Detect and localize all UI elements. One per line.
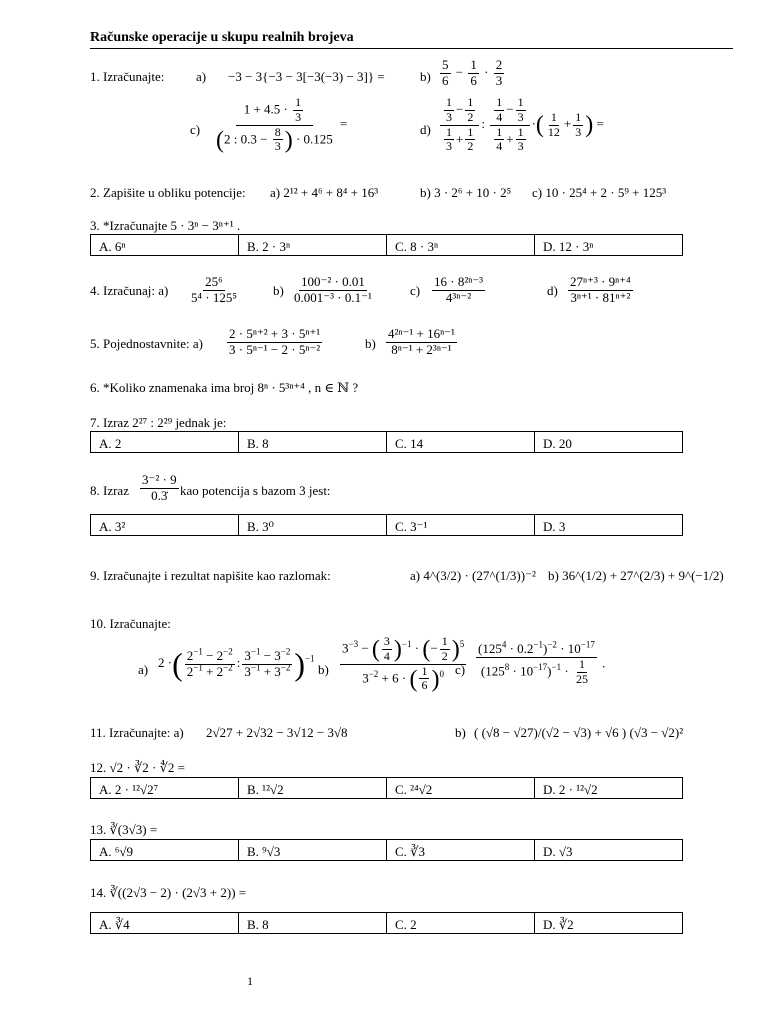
q10-label: 10. Izračunajte: xyxy=(90,616,171,631)
q1-c-num-frac-n: 1 xyxy=(295,95,302,109)
q12-label: 12. √2 · ∛2 · ∜2 = xyxy=(90,760,185,775)
q13-answers xyxy=(90,839,683,861)
q13-label: 13. ∛(3√3) = xyxy=(90,822,158,837)
q1-d-expr: $\frac{1}{3}$ − $\frac{1}{2}$ $\frac{1}{3}$ + $\frac{1}{2}$ : $\frac{1}{4}$ − $\frac{1}{3}$ $\frac{1}{4}$ + $\frac{1}{3}$ ·( $\frac{1}{12}$ + $\frac{1}{3}$ ) = xyxy=(438,96,604,154)
q5-b xyxy=(384,327,459,358)
q5-label: 5. Pojednostavnite: a) xyxy=(90,336,204,351)
q9-a: a) 4^(3/2) · (27^(1/3))⁻² xyxy=(410,568,536,583)
page-number: 1 xyxy=(247,974,253,988)
q2-label: 2. Zapišite u obliku potencije: xyxy=(90,185,246,200)
q2-c: c) 10 · 25⁴ + 2 · 5⁹ + 125³ xyxy=(532,185,667,200)
q13-answer-a[interactable]: A. ⁶√9 xyxy=(91,840,239,860)
q5-b-label: b) xyxy=(365,336,376,351)
q10-c-expr: $(125^4 \cdot 0.2^{-1})^{-2} \cdot 10^{-17}$ $(125^8 \cdot 10^{-17})^{-1}$ · $\frac{1}{25}$ . xyxy=(478,639,606,686)
q14-answer-a[interactable]: A. ∛4 xyxy=(91,913,239,933)
q4-a xyxy=(187,275,241,306)
q10-a-expr: 2 ·( $\frac{2^{-1} - 2^{-2}}{2^{-1} + 2^{-2}}$ : $\frac{3^{-1} - 3^{-2}}{3^{-1} + 3^{-2}}$ )$^{-1}$ xyxy=(158,646,315,682)
q7-answer-a[interactable]: A. 2 xyxy=(91,432,239,452)
q1-b-num3: 2 xyxy=(495,57,503,72)
q8-answer-d[interactable]: D. 3 xyxy=(543,519,566,534)
q1-b-den1: 6 xyxy=(442,72,449,88)
q4-b-num: 100⁻² · 0.01 xyxy=(301,274,365,289)
q14-answer-d[interactable]: D. ∛2 xyxy=(543,917,574,932)
q11-b-label: b) xyxy=(455,725,466,740)
q3-answer-d[interactable]: D. 12 · 3ⁿ xyxy=(543,239,594,254)
q1-c-den-post: · 0.125 xyxy=(295,130,333,146)
q4-b-label: b) xyxy=(273,283,284,298)
q11-b-expr: ( (√8 − √27)/(√2 − √3) + √6 ) (√3 − √2)² xyxy=(474,725,684,740)
q10-a-label: a) xyxy=(138,662,149,677)
q5-a xyxy=(225,327,324,358)
q4-label: 4. Izračunaj: a) xyxy=(90,283,169,298)
q10-b-expr: $3^{-3}$ − ( $\frac{3}{4}$ )$^{-1}$ · (− $\frac{1}{2}$ )$^5$ $3^{-2} + 6$ · ( $\frac{1}{6}$ )$^0$ xyxy=(342,634,465,693)
q12-answer-d[interactable]: D. 2 · ¹²√2 xyxy=(543,782,598,797)
q7-answer-c[interactable]: C. 14 xyxy=(387,432,535,452)
q4-d-label: d) xyxy=(547,283,558,298)
q1-c-label: c) xyxy=(190,122,201,137)
q1-c-num-frac-d: 3 xyxy=(295,109,302,124)
q4-c-num: 16 · 8²ⁿ⁻³ xyxy=(434,274,484,289)
q4-a-den: 5⁴ · 125⁵ xyxy=(191,289,237,305)
q5-a-num: 2 · 5ⁿ⁺² + 3 · 5ⁿ⁺¹ xyxy=(229,326,321,341)
q2-b: b) 3 · 2⁶ + 10 · 2⁵ xyxy=(420,185,512,200)
q12-answer-a[interactable]: A. 2 · ¹²√2⁷ xyxy=(91,778,239,798)
q14-answer-b[interactable]: B. 8 xyxy=(239,913,387,933)
q7-answers xyxy=(90,431,683,453)
q1-b-expr xyxy=(438,58,506,89)
q8-den: 0.3̇ xyxy=(151,487,168,503)
q1-a-label: a) xyxy=(196,69,207,84)
q1-b-op1: − xyxy=(455,64,464,80)
q10-b-label: b) xyxy=(318,662,329,677)
q1-a-expr: −3 − 3{−3 − 3[−3(−3) − 3]} = xyxy=(228,69,385,84)
q7-answer-b[interactable]: B. 8 xyxy=(239,432,387,452)
q8-answers xyxy=(90,514,683,536)
q5-a-den: 3 · 5ⁿ⁻¹ − 2 · 5ⁿ⁻² xyxy=(229,341,321,357)
q1-c-expr: 1 + 4.5 · $\frac{1}{3}$ (2 : 0.3 − $\frac{8}{3}$ ) · 0.125 = xyxy=(216,95,348,154)
q8-label-pre: 8. Izraz xyxy=(90,483,129,498)
q1-b-den2: 6 xyxy=(470,72,477,88)
q12-answers xyxy=(90,777,683,799)
q11-label: 11. Izračunajte: a) xyxy=(90,725,184,740)
q4-d xyxy=(566,275,635,306)
q1-c-eq: = xyxy=(340,116,348,132)
q3-answers xyxy=(90,234,683,256)
q1-c-den-frac-d: 3 xyxy=(274,139,281,154)
q4-c xyxy=(430,275,487,306)
q4-b-den: 0.001⁻³ · 0.1⁻¹ xyxy=(294,289,372,305)
q1-b-num2: 1 xyxy=(470,57,477,72)
q8-answer-a[interactable]: A. 3² xyxy=(91,515,239,535)
q3-label: 3. *Izračunajte 5 · 3ⁿ − 3ⁿ⁺¹ . xyxy=(90,218,241,233)
q9-b: b) 36^(1/2) + 27^(2/3) + 9^(−1/2) xyxy=(548,568,724,583)
q8-answer-b[interactable]: B. 3⁰ xyxy=(239,515,387,535)
q1-d-eq: = xyxy=(596,116,604,132)
q8-answer-c[interactable]: C. 3⁻¹ xyxy=(387,515,535,535)
q14-answer-c[interactable]: C. 2 xyxy=(387,913,535,933)
q1-b-den3: 3 xyxy=(495,72,503,88)
q3-answer-c[interactable]: C. 8 · 3ⁿ xyxy=(387,235,535,255)
q8-num: 3⁻² · 9 xyxy=(142,472,177,487)
q1-c-den-frac-n: 8 xyxy=(274,124,281,139)
q1-b-op2: · xyxy=(484,64,489,80)
q13-answer-b[interactable]: B. ⁹√3 xyxy=(239,840,387,860)
page-title: Računske operacije u skupu realnih brojeva xyxy=(90,30,354,45)
q2-a: a) 2¹² + 4⁶ + 8⁴ + 16³ xyxy=(270,185,379,200)
q3-answer-b[interactable]: B. 2 · 3ⁿ xyxy=(239,235,387,255)
q4-a-num: 25⁶ xyxy=(205,274,223,289)
q1-c-num-text: 1 + 4.5 · xyxy=(243,101,288,117)
q4-d-num: 27ⁿ⁺³ · 9ⁿ⁺⁴ xyxy=(570,274,631,289)
q1-d-label: d) xyxy=(420,122,431,137)
q14-label: 14. ∛((2√3 − 2) · (2√3 + 2)) = xyxy=(90,885,247,900)
q10-c-label: c) xyxy=(455,662,466,677)
q4-b xyxy=(290,275,376,306)
q11-a-expr: 2√27 + 2√32 − 3√12 − 3√8 xyxy=(206,725,348,740)
q1-b-label: b) xyxy=(420,69,431,84)
q5-b-den: 8ⁿ⁻¹ + 2³ⁿ⁻¹ xyxy=(391,341,452,357)
q9-label: 9. Izračunajte i rezultat napišite kao razlomak: xyxy=(90,568,331,583)
q6-label: 6. *Koliko znamenaka ima broj 8ⁿ · 5³ⁿ⁺⁴ , n ∈ ℕ ? xyxy=(90,380,359,395)
q8-label-post: kao potencija s bazom 3 jest: xyxy=(180,483,331,498)
header-rule xyxy=(90,48,733,49)
q7-label: 7. Izraz 2²⁷ : 2²⁹ jednak je: xyxy=(90,415,227,430)
q13-answer-c[interactable]: C. ∛3 xyxy=(387,840,535,860)
q1-c-den-text: 2 : 0.3 − xyxy=(224,130,268,146)
q1-b-num1: 5 xyxy=(442,57,449,72)
q4-c-label: c) xyxy=(410,283,421,298)
q12-answer-b[interactable]: B. ¹²√2 xyxy=(239,778,387,798)
q3-answer-a[interactable]: A. 6ⁿ xyxy=(91,235,239,255)
q14-answers xyxy=(90,912,683,934)
q5-b-num: 4²ⁿ⁻¹ + 16ⁿ⁻¹ xyxy=(388,326,455,341)
q1-label: 1. Izračunajte: xyxy=(90,69,165,84)
q12-answer-c[interactable]: C. ²⁴√2 xyxy=(387,778,535,798)
q4-d-den: 3ⁿ⁺¹ · 81ⁿ⁺² xyxy=(570,289,631,305)
q8-fraction xyxy=(138,473,181,504)
q7-answer-d[interactable]: D. 20 xyxy=(543,436,572,451)
q13-answer-d[interactable]: D. √3 xyxy=(543,844,573,859)
q4-c-den: 4³ⁿ⁻² xyxy=(445,289,472,305)
